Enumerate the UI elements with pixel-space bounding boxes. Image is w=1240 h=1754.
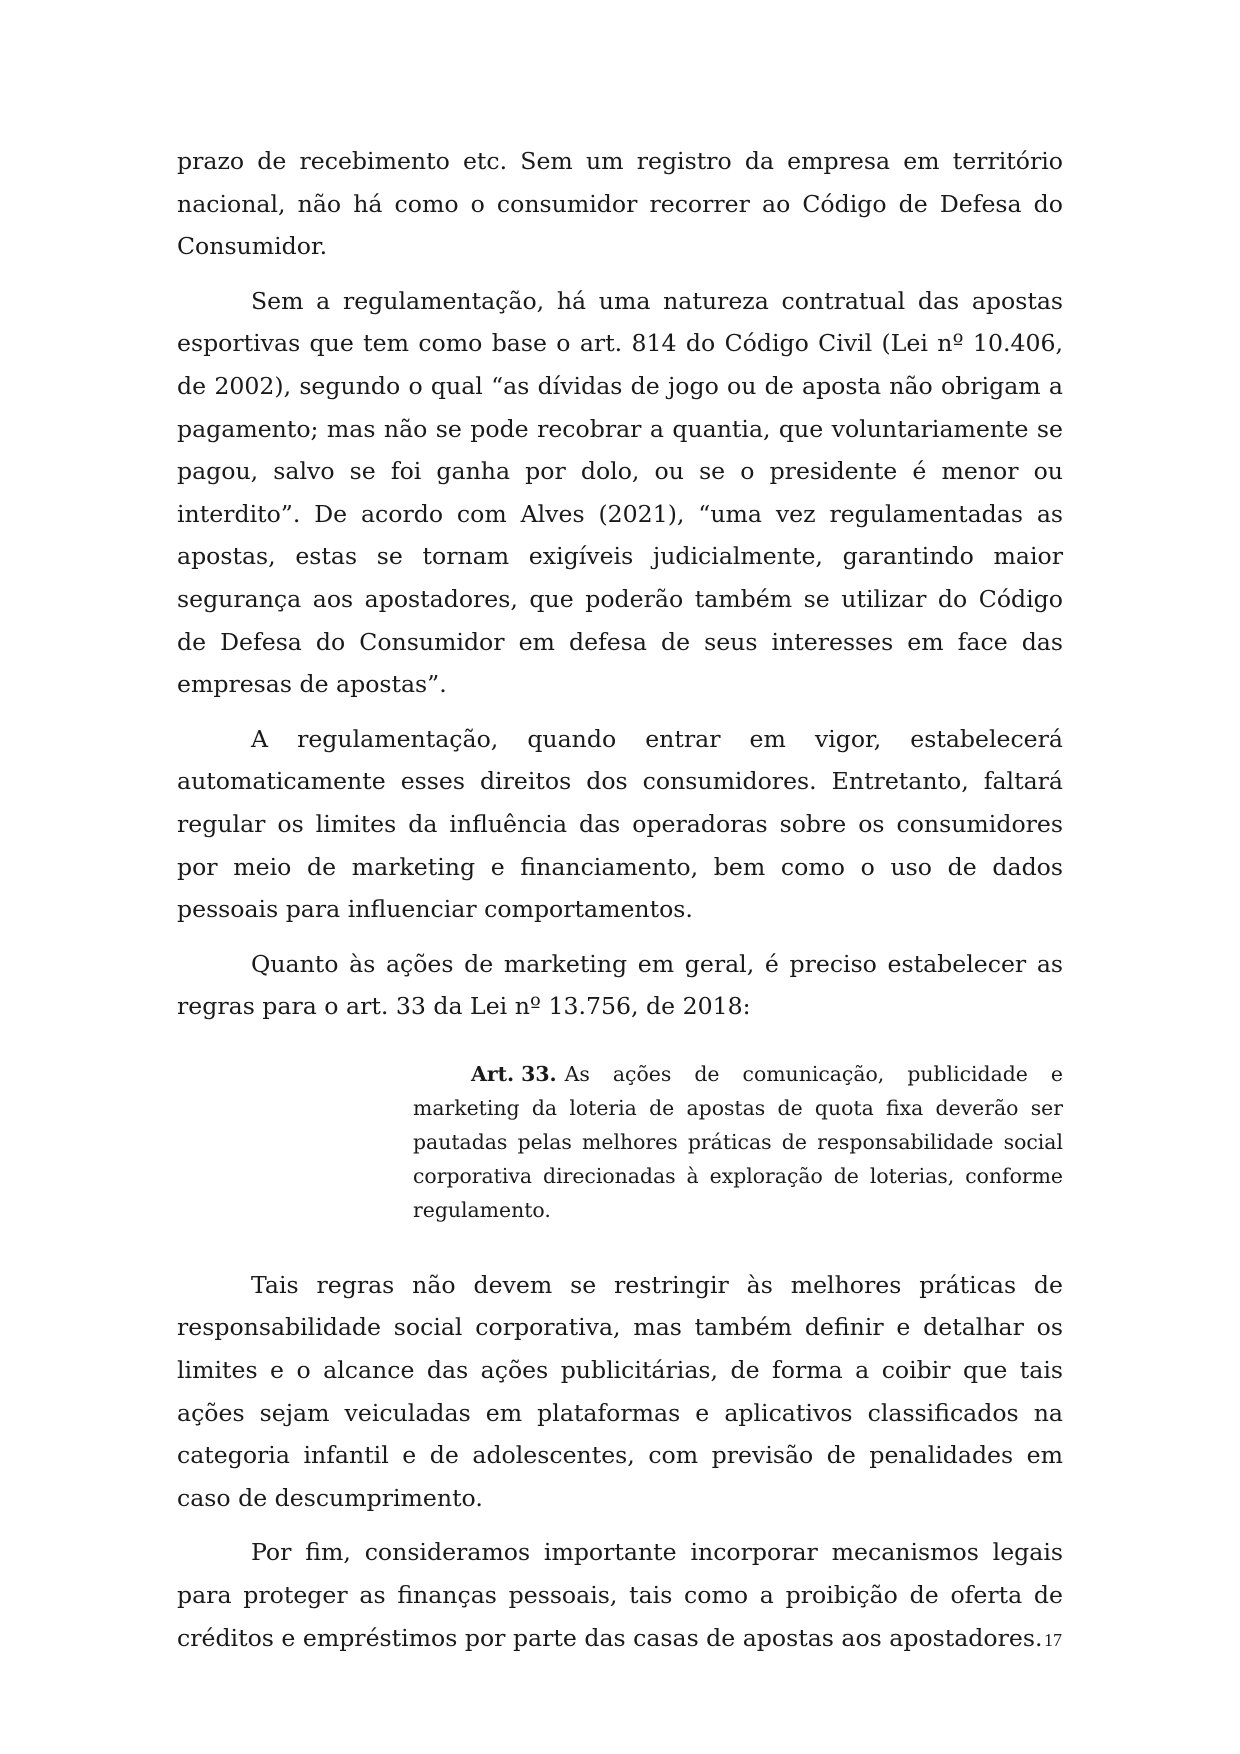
- paragraph-4: Quanto às ações de marketing em geral, é preciso estabelecer as regras para o art. 33 da Lei nº 13.756, de 2018:: [177, 949, 1063, 1021]
- document-page: [177, 140, 1063, 1659]
- quote-article-number: Art. 33.: [471, 1061, 557, 1086]
- page-number: 17: [1044, 1630, 1062, 1650]
- paragraph-3: A regulamentação, quando entrar em vigor, estabelecerá automaticamente esses direitos dos consumidores. Entretanto, faltará regular os limites da influência das operadoras sobre os consumidores por meio de marketing e financiamento, bem como o uso de dados pessoais para influenciar comportamentos.: [177, 724, 1063, 924]
- quote-text: As ações de comunicação, publicidade e marketing da loteria de apostas de quota fixa deverão ser pautadas pelas melhores práticas de responsabilidade social corporativa direcionadas à exploração de loterias, conforme regulamento.: [413, 1061, 1063, 1222]
- paragraph-5: Tais regras não devem se restringir às melhores práticas de responsabilidade social corporativa, mas também definir e detalhar os limites e o alcance das ações publicitárias, de forma a coibir que tais ações sejam veiculadas em plataformas e aplicativos classificados na categoria infantil e de adolescentes, com previsão de penalidades em caso de descumprimento.: [177, 1270, 1063, 1512]
- legal-quote: [413, 1057, 1063, 1227]
- paragraph-6: Por fim, consideramos importante incorporar mecanismos legais para proteger as finanças pessoais, tais como a proibição de oferta de créditos e empréstimos por parte das casas de apostas aos apostadores.: [177, 1538, 1063, 1652]
- paragraph-2: Sem a regulamentação, há uma natureza contratual das apostas esportivas que tem como base o art. 814 do Código Civil (Lei nº 10.406, de 2002), segundo o qual “as dívidas de jogo ou de aposta não obrigam a pagamento; mas não se pode recobrar a quantia, que voluntariamente se pagou, salvo se foi ganha por dolo, ou se o presidente é menor ou interdito”. De acordo com Alves (2021), “uma vez regulamentadas as apostas, estas se tornam exigíveis judicialmente, garantindo maior segurança aos apostadores, que poderão também se utilizar do Código de Defesa do Consumidor em defesa de seus interesses em face das empresas de apostas”.: [177, 286, 1063, 699]
- paragraph-1: prazo de recebimento etc. Sem um registro da empresa em território nacional, não há como o consumidor recorrer ao Código de Defesa do Consumidor.: [177, 147, 1063, 261]
